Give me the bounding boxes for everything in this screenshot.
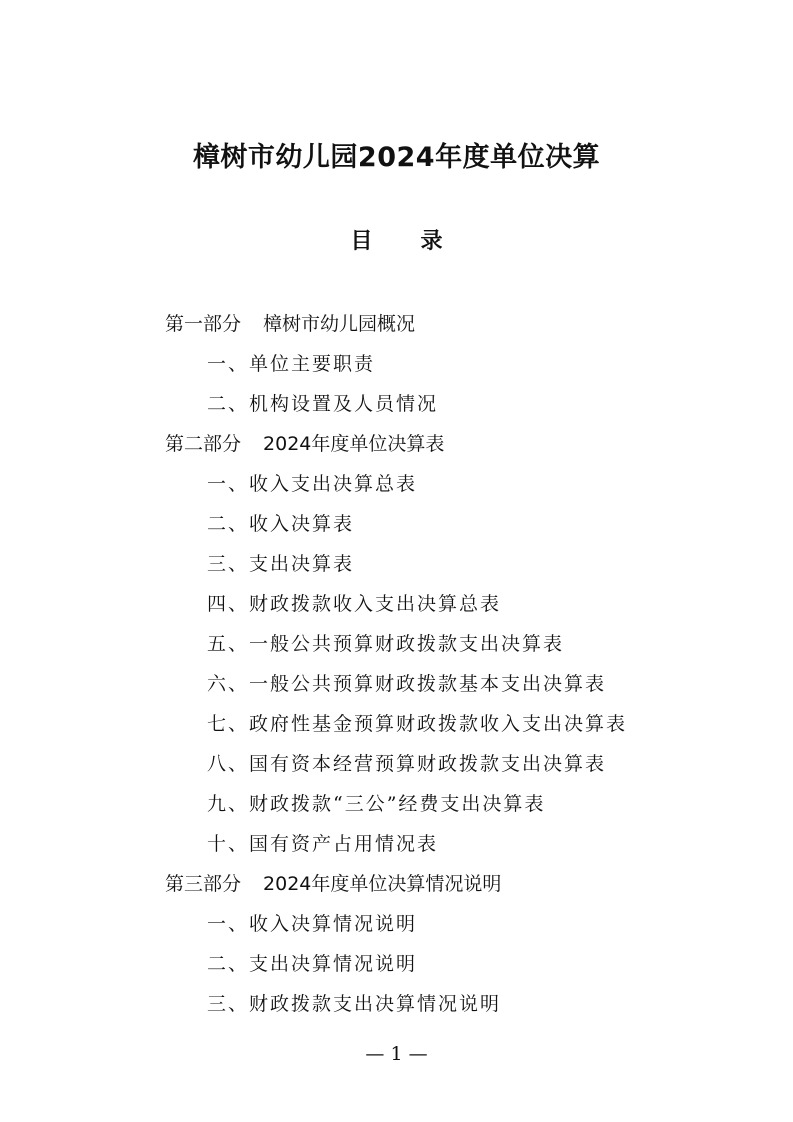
toc-item: 九、财政拨款“三公”经费支出决算表 xyxy=(207,793,546,815)
toc-part-label: 第三部分 xyxy=(165,873,242,895)
toc-item: 十、国有资产占用情况表 xyxy=(207,833,439,855)
toc-item: 一、收入支出决算总表 xyxy=(207,473,418,495)
toc-part-title: 2024年度单位决算情况说明 xyxy=(263,873,502,895)
toc-item: 二、支出决算情况说明 xyxy=(207,953,418,975)
toc-item: 七、政府性基金预算财政拨款收入支出决算表 xyxy=(207,713,628,735)
toc-part-label: 第一部分 xyxy=(165,313,242,335)
toc-part-label: 第二部分 xyxy=(165,433,242,455)
toc-item: 八、国有资本经营预算财政拨款支出决算表 xyxy=(207,753,607,775)
toc-item: 一、收入决算情况说明 xyxy=(207,913,418,935)
toc-item: 五、一般公共预算财政拨款支出决算表 xyxy=(207,633,565,655)
toc-heading-left: 目 xyxy=(350,229,373,254)
toc-heading-right: 录 xyxy=(420,229,443,254)
toc-part-title: 樟树市幼儿园概况 xyxy=(263,313,416,335)
document-title: 樟树市幼儿园2024年度单位决算 xyxy=(192,142,601,173)
page-number: — 1 — xyxy=(365,1043,428,1065)
toc-item: 三、支出决算表 xyxy=(207,553,355,575)
toc-item: 四、财政拨款收入支出决算总表 xyxy=(207,593,502,615)
toc-part-title: 2024年度单位决算表 xyxy=(263,433,445,455)
toc-heading xyxy=(0,226,793,258)
toc-item: 一、单位主要职责 xyxy=(207,353,376,375)
toc-part-1 xyxy=(165,304,415,344)
toc-item: 三、财政拨款支出决算情况说明 xyxy=(207,993,502,1015)
toc-item: 六、一般公共预算财政拨款基本支出决算表 xyxy=(207,673,607,695)
toc-item: 二、收入决算表 xyxy=(207,513,355,535)
toc-item: 二、机构设置及人员情况 xyxy=(207,393,439,415)
toc-part-3 xyxy=(165,864,501,904)
toc-part-2 xyxy=(165,424,444,464)
